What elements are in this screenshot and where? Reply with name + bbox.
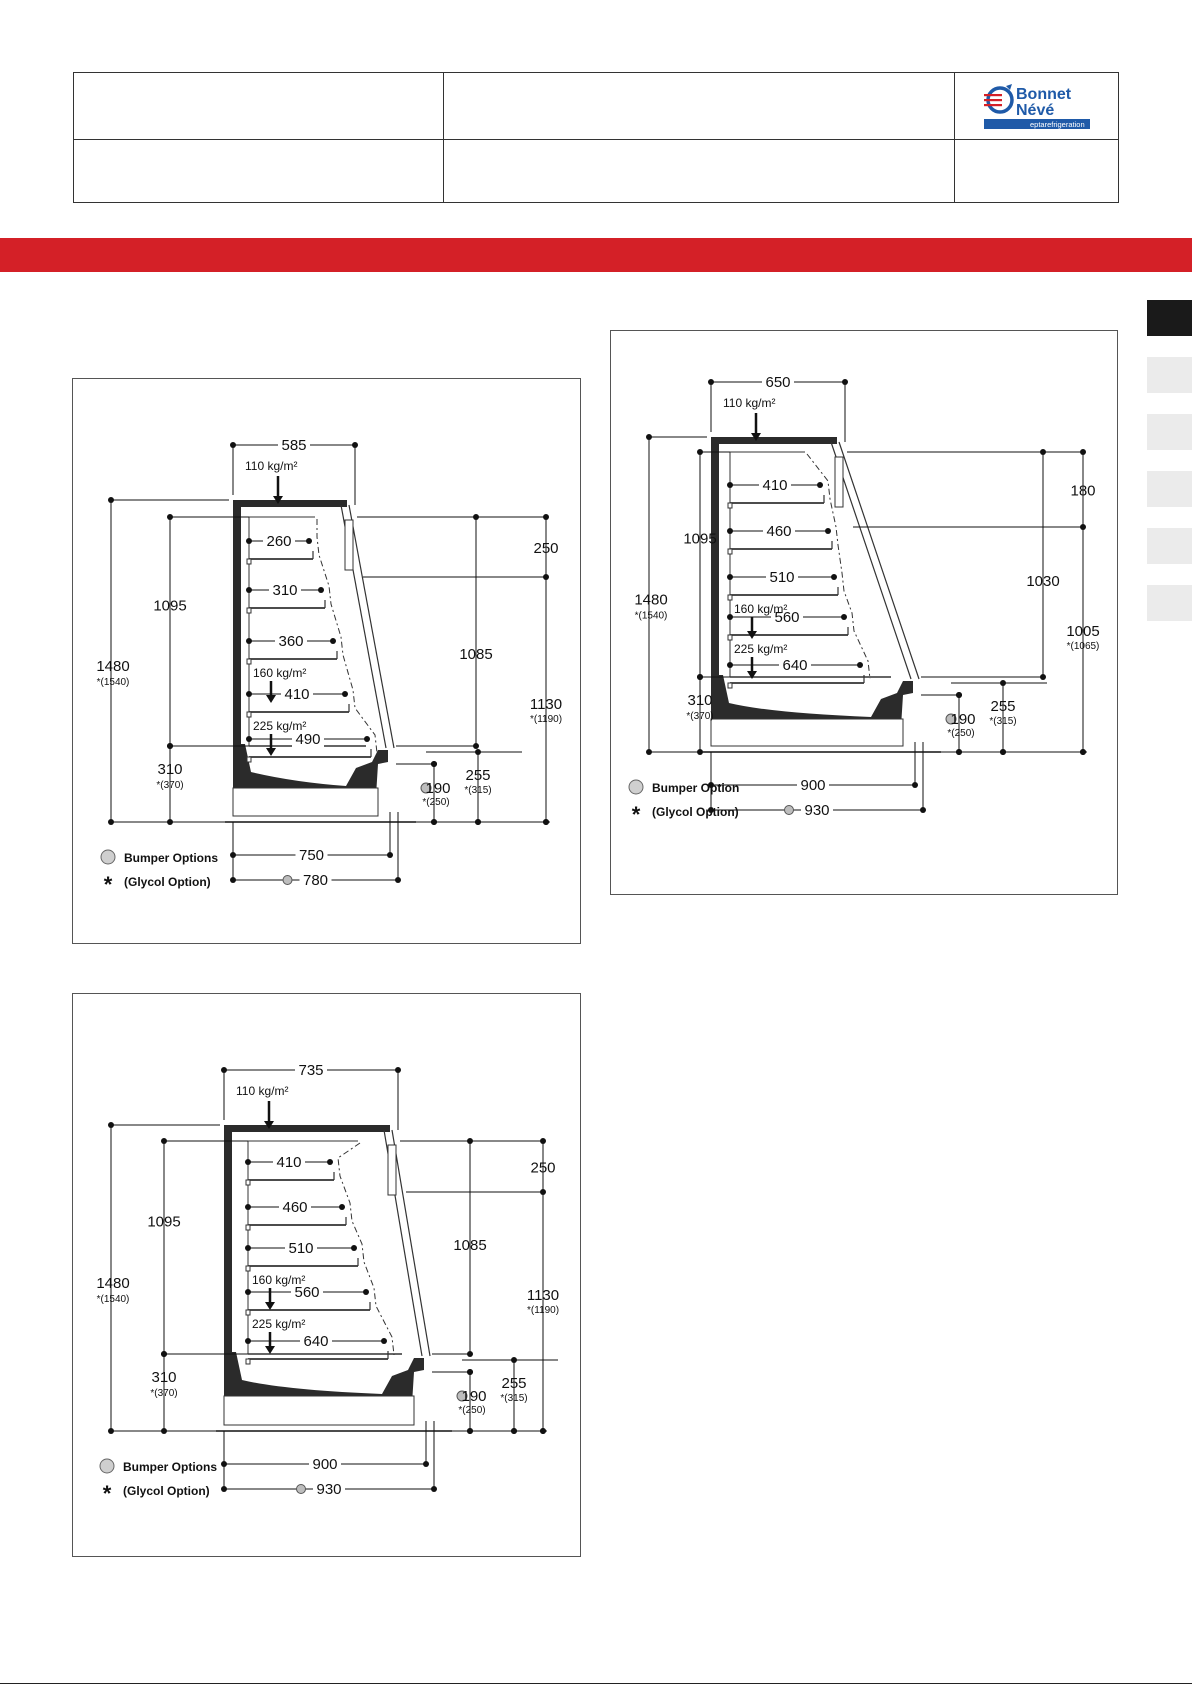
total-height-alt-label: *(1540) <box>634 610 668 622</box>
header-cell-6 <box>955 140 1118 202</box>
shelf-load-bottom-label: 225 kg/m² <box>252 1317 306 1331</box>
top-width-dim: 650 <box>765 374 791 391</box>
shelf-depth-2: 460 <box>766 523 792 540</box>
dim-point <box>727 528 733 534</box>
bumper-depth-alt-label: *(250) <box>947 728 975 739</box>
dim-point <box>364 736 370 742</box>
shelf-load-mid-label: 160 kg/m² <box>734 602 788 616</box>
depth-label: 900 <box>312 1456 338 1473</box>
dim-point <box>161 1428 167 1434</box>
shelf-bracket <box>247 608 251 613</box>
dim-point <box>727 614 733 620</box>
shelf-depth-1: 410 <box>276 1154 302 1171</box>
dim-point <box>306 538 312 544</box>
dim-point <box>246 736 252 742</box>
shelf-depth-1: 260 <box>266 533 292 550</box>
shelf-bracket <box>728 683 732 688</box>
bumper-depth-label: 190 <box>461 1388 487 1405</box>
dim-point <box>467 1428 473 1434</box>
header-table <box>73 72 1119 203</box>
dim-point <box>543 819 549 825</box>
shelf-load-mid-label: 160 kg/m² <box>253 666 307 680</box>
dim-point <box>246 638 252 644</box>
bumper-option-icon <box>283 876 292 885</box>
shelf-depth-3: 510 <box>769 569 795 586</box>
shelf-depth-2: 310 <box>272 582 298 599</box>
legend-bumper-label: Bumper Options <box>124 851 219 865</box>
dim-point <box>956 749 962 755</box>
legend-bumper-label: Bumper Options <box>123 1460 218 1474</box>
logo-line2: Névé <box>1016 102 1055 119</box>
top-load-label: 110 kg/m² <box>245 459 298 473</box>
shelf-depth-1: 410 <box>762 477 788 494</box>
section-band <box>0 238 1192 272</box>
legend-glycol-star: * <box>631 802 641 827</box>
dim-point <box>920 807 926 813</box>
inner-height-label: 1095 <box>147 1213 181 1231</box>
shelf-load-mid-arrow-head <box>266 695 276 703</box>
dim-point <box>727 482 733 488</box>
shelf-bracket <box>246 1310 250 1315</box>
diagram-panel-1 <box>72 378 581 944</box>
legend-bumper-label: Bumper Option <box>652 781 740 795</box>
shelf-load-bottom-arrow-head <box>747 671 757 679</box>
total-height-label: 1480 <box>634 591 668 609</box>
legend-bumper-icon <box>100 1459 114 1473</box>
dim-point <box>351 1245 357 1251</box>
side-tab-4[interactable] <box>1147 471 1192 507</box>
dim-point <box>431 761 437 767</box>
header-cell-2 <box>444 73 955 140</box>
dim-point <box>1000 749 1006 755</box>
shelf-bracket <box>247 712 251 717</box>
legend-glycol-label: (Glycol Option) <box>123 1484 210 1498</box>
dim-point <box>167 743 173 749</box>
front-height-alt-label: *(315) <box>989 716 1017 727</box>
shelf-bracket <box>247 757 251 762</box>
side-tab-5[interactable] <box>1147 528 1192 564</box>
logo-line1: Bonnet <box>1016 86 1072 103</box>
bumper-depth-alt-label: *(250) <box>458 1405 486 1416</box>
depth-label: 900 <box>800 777 826 794</box>
dim-point <box>543 574 549 580</box>
dim-point <box>342 691 348 697</box>
dim-point <box>221 1486 227 1492</box>
bumper-depth-label: 190 <box>950 711 976 728</box>
right-total-alt-label: *(1065) <box>1066 641 1100 652</box>
dim-point <box>825 528 831 534</box>
total-height-label: 1480 <box>96 658 130 675</box>
dim-point <box>245 1159 251 1165</box>
dim-point <box>246 538 252 544</box>
inner-height-label: 1095 <box>153 597 187 615</box>
shelf-load-bottom-arrow-head <box>266 748 276 756</box>
shelf-depth-5: 490 <box>295 731 321 748</box>
dim-point <box>912 782 918 788</box>
side-tab-6[interactable] <box>1147 585 1192 621</box>
light-canopy <box>835 457 843 507</box>
bumper-option-icon <box>785 806 794 815</box>
bumper-depth-alt-label: *(250) <box>422 797 450 808</box>
base-height-alt-label: *(370) <box>150 1388 178 1399</box>
shelf-load-mid-label: 160 kg/m² <box>252 1273 306 1287</box>
shelf-bracket <box>728 635 732 640</box>
depth-bumper-label: 930 <box>316 1481 342 1498</box>
dim-point <box>246 691 252 697</box>
right-mid-label: 1030 <box>1026 573 1060 590</box>
dim-point <box>467 1369 473 1375</box>
legend-bumper-icon <box>629 780 643 794</box>
base-height-label: 310 <box>687 692 713 709</box>
base-height-label: 310 <box>157 761 183 778</box>
dim-point <box>318 587 324 593</box>
shelf-bracket <box>246 1266 250 1271</box>
base-height-label: 310 <box>151 1369 177 1386</box>
dim-point <box>395 877 401 883</box>
front-height-label: 255 <box>990 698 1016 715</box>
logo-mark-icon <box>984 84 1012 112</box>
dim-point <box>1080 524 1086 530</box>
total-height-alt-label: *(1540) <box>96 1294 130 1305</box>
total-height-label: 1480 <box>96 1275 130 1292</box>
header-cell-4 <box>74 140 444 202</box>
front-glass <box>349 505 394 748</box>
dim-point <box>245 1245 251 1251</box>
shelf-load-bottom-label: 225 kg/m² <box>734 642 788 656</box>
dim-point <box>1080 749 1086 755</box>
top-load-label: 110 kg/m² <box>236 1084 289 1098</box>
shelf-load-mid-arrow-head <box>265 1302 275 1310</box>
dim-point <box>831 574 837 580</box>
right-total-label: 1130 <box>526 1287 560 1304</box>
depth-label: 750 <box>298 847 325 864</box>
header-cell-1 <box>74 73 444 140</box>
shelf-bracket <box>728 549 732 554</box>
right-total-label: 1005 <box>1066 623 1100 640</box>
cabinet-plinth <box>711 719 903 746</box>
shelf-bracket <box>728 595 732 600</box>
dim-point <box>857 662 863 668</box>
front-height-alt-label: *(315) <box>464 785 492 796</box>
depth-bumper-label: 930 <box>804 802 830 819</box>
legend-glycol-star: * <box>102 1481 112 1506</box>
dim-point <box>431 1486 437 1492</box>
light-canopy <box>345 520 353 570</box>
dim-point <box>697 749 703 755</box>
shelf-load-bottom-arrow-head <box>265 1346 275 1354</box>
total-height-alt-label: *(1540) <box>96 677 130 688</box>
dim-point <box>245 1204 251 1210</box>
dim-point <box>511 1428 517 1434</box>
dim-point <box>817 482 823 488</box>
shelf-bracket <box>728 503 732 508</box>
dim-point <box>363 1289 369 1295</box>
legend-glycol-label: (Glycol Option) <box>124 875 211 889</box>
top-width-dim: 585 <box>281 437 307 454</box>
shelf-depth-3: 360 <box>278 633 304 650</box>
inner-height-label: 1095 <box>683 530 717 548</box>
shelf-load-bottom-label: 225 kg/m² <box>253 719 307 733</box>
dim-point <box>727 662 733 668</box>
shelf-depth-3: 510 <box>288 1240 314 1257</box>
product-profile <box>338 1143 394 1355</box>
right-top-label: 180 <box>1070 482 1096 500</box>
dim-point <box>540 1189 546 1195</box>
cabinet-plinth <box>224 1396 414 1425</box>
logo-tagline: eptarefrigeration <box>1030 120 1085 129</box>
dim-point <box>387 852 393 858</box>
shelf-depth-5: 640 <box>303 1333 329 1350</box>
dim-point <box>841 614 847 620</box>
base-height-alt-label: *(370) <box>156 780 184 791</box>
front-height-label: 255 <box>465 767 491 784</box>
shelf-bracket <box>246 1180 250 1185</box>
right-mid-label: 1085 <box>453 1237 487 1254</box>
dim-point <box>167 819 173 825</box>
dim-point <box>697 674 703 680</box>
base-height-alt-label: *(370) <box>686 711 714 722</box>
dim-point <box>161 1351 167 1357</box>
shelf-depth-5: 640 <box>782 657 808 674</box>
shelf-depth-4: 560 <box>294 1284 320 1301</box>
top-width-dim: 735 <box>298 1062 324 1079</box>
right-mid-label: 1085 <box>459 646 493 663</box>
depth-bumper-label: 780 <box>302 872 329 889</box>
dim-point <box>245 1289 251 1295</box>
front-glass <box>839 442 919 679</box>
dim-point <box>956 692 962 698</box>
right-total-alt-label: *(1190) <box>529 714 563 725</box>
shelf-bracket <box>246 1225 250 1230</box>
dim-point <box>339 1204 345 1210</box>
cabinet-back-wall <box>224 1125 390 1392</box>
dim-point <box>245 1338 251 1344</box>
dim-point <box>327 1159 333 1165</box>
legend-glycol-star: * <box>103 872 113 897</box>
shelf-bracket <box>246 1359 250 1364</box>
front-height-alt-label: *(315) <box>500 1393 528 1404</box>
legend-bumper-icon <box>101 850 115 864</box>
side-tab-1[interactable] <box>1147 300 1192 336</box>
front-glass <box>392 1130 430 1356</box>
dim-point <box>381 1338 387 1344</box>
side-tab-2[interactable] <box>1147 357 1192 393</box>
footer-rule <box>0 1683 1192 1684</box>
dim-point <box>423 1461 429 1467</box>
shelf-depth-4: 410 <box>284 686 310 703</box>
dim-point <box>246 587 252 593</box>
dim-point <box>330 638 336 644</box>
shelf-bracket <box>247 659 251 664</box>
top-load-label: 110 kg/m² <box>723 396 776 410</box>
legend-glycol-label: (Glycol Option) <box>652 805 739 819</box>
shelf-bracket <box>247 559 251 564</box>
dim-point <box>540 1428 546 1434</box>
dim-point <box>230 877 236 883</box>
shelf-depth-4: 560 <box>774 609 800 626</box>
cabinet-plinth <box>233 788 378 816</box>
right-top-label: 250 <box>533 540 559 557</box>
right-total-alt-label: *(1190) <box>526 1305 560 1316</box>
right-total-label: 1130 <box>529 696 563 713</box>
diagram-panel-3 <box>72 993 581 1557</box>
shelf-depth-2: 460 <box>282 1199 308 1216</box>
side-tab-3[interactable] <box>1147 414 1192 450</box>
dim-point <box>727 574 733 580</box>
dim-point <box>475 819 481 825</box>
bumper-depth-label: 190 <box>425 780 451 797</box>
bonnet-neve-logo <box>982 80 1092 132</box>
right-top-label: 250 <box>530 1159 556 1177</box>
dim-point <box>230 852 236 858</box>
diagram-panel-2 <box>610 330 1118 895</box>
light-canopy <box>388 1145 396 1195</box>
dim-point <box>221 1461 227 1467</box>
dim-point <box>431 819 437 825</box>
header-cell-5 <box>444 140 955 202</box>
front-height-label: 255 <box>501 1375 527 1392</box>
bumper-option-icon <box>297 1485 306 1494</box>
